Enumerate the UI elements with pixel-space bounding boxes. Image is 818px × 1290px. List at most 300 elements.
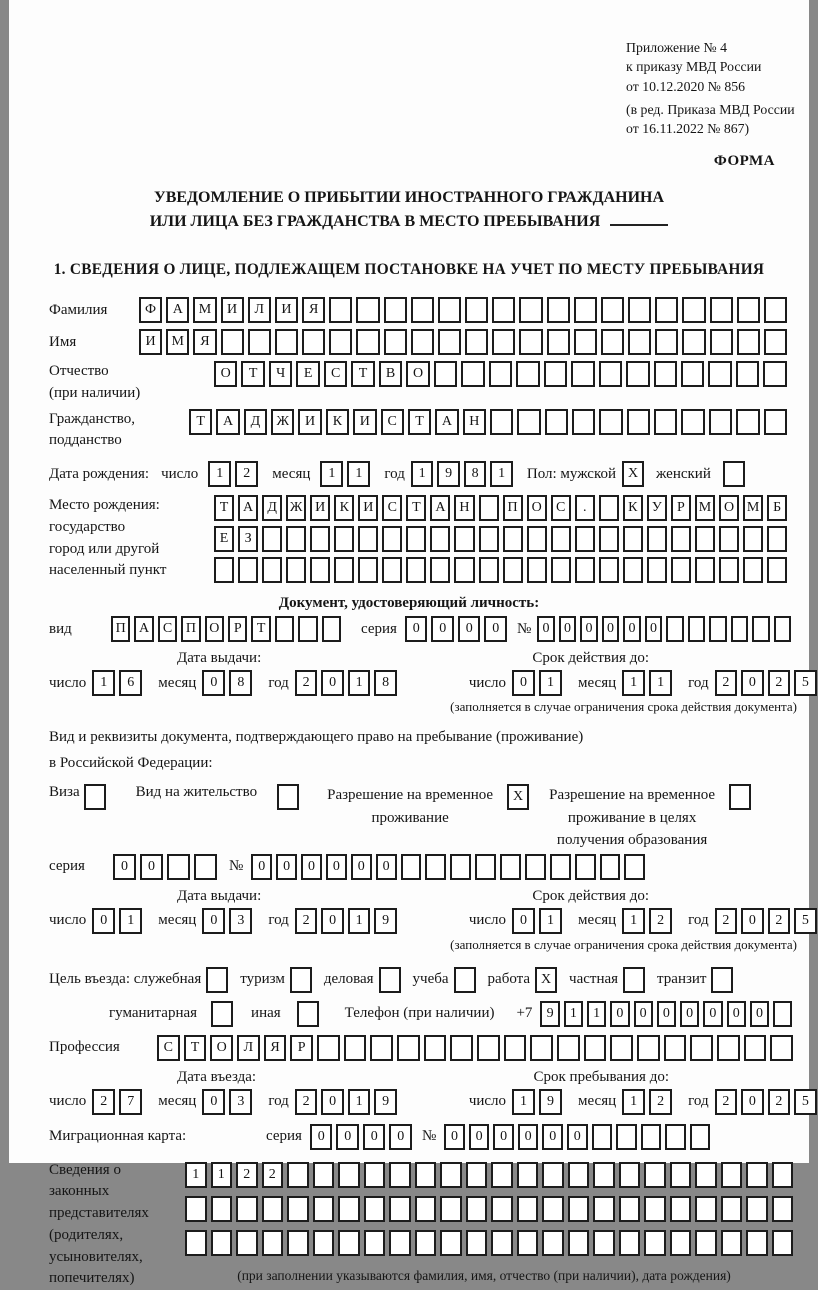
char-cell[interactable] [695,1196,717,1222]
char-cell[interactable] [389,1196,411,1222]
char-cell[interactable] [411,329,434,355]
char-cell[interactable]: Ч [269,361,292,387]
residence-permit-checkbox[interactable] [277,784,299,810]
char-cell[interactable] [338,1230,360,1256]
char-cell[interactable] [530,1035,553,1061]
char-cell[interactable]: 0 [493,1124,514,1150]
char-cell[interactable] [593,1196,615,1222]
char-cell[interactable] [489,361,512,387]
char-cell[interactable]: 0 [580,616,598,642]
char-cell[interactable]: Т [241,361,264,387]
char-cell[interactable] [440,1196,462,1222]
char-cell[interactable] [764,409,787,435]
char-cell[interactable] [568,1162,590,1188]
char-cell[interactable]: А [435,409,458,435]
char-cell[interactable] [317,1035,340,1061]
char-cell[interactable]: К [623,495,643,521]
char-cell[interactable] [492,297,515,323]
temp-permit-checkbox[interactable]: X [507,784,529,810]
char-cell[interactable] [572,409,595,435]
char-cell[interactable] [491,1230,513,1256]
char-cell[interactable]: С [381,409,404,435]
char-cell[interactable] [302,329,325,355]
char-cell[interactable] [547,297,570,323]
char-cell[interactable] [681,361,704,387]
char-cell[interactable]: Д [262,495,282,521]
char-cell[interactable]: М [166,329,189,355]
edu-permit-checkbox[interactable] [729,784,751,810]
char-cell[interactable]: 0 [351,854,372,880]
char-cell[interactable] [616,1124,637,1150]
char-cell[interactable] [356,297,379,323]
char-cell[interactable] [382,557,402,583]
char-cell[interactable]: 0 [537,616,555,642]
char-cell[interactable]: 9 [437,461,460,487]
char-cell[interactable]: 0 [376,854,397,880]
char-cell[interactable] [626,361,649,387]
char-cell[interactable] [746,1196,768,1222]
char-cell[interactable]: 0 [336,1124,359,1150]
char-cell[interactable] [627,409,650,435]
char-cell[interactable] [557,1035,580,1061]
char-cell[interactable] [334,526,354,552]
char-cell[interactable] [262,1230,284,1256]
char-cell[interactable] [737,329,760,355]
char-cell[interactable]: С [324,361,347,387]
char-cell[interactable] [167,854,190,880]
char-cell[interactable]: 1 [539,670,562,696]
char-cell[interactable] [500,854,521,880]
char-cell[interactable] [619,1196,641,1222]
char-cell[interactable] [568,1230,590,1256]
char-cell[interactable] [641,1124,662,1150]
char-cell[interactable] [610,1035,633,1061]
char-cell[interactable]: 1 [587,1001,606,1027]
char-cell[interactable]: А [238,495,258,521]
char-cell[interactable] [384,329,407,355]
char-cell[interactable] [593,1230,615,1256]
char-cell[interactable]: И [221,297,244,323]
char-cell[interactable]: . [575,495,595,521]
char-cell[interactable] [721,1230,743,1256]
char-cell[interactable]: 1 [539,908,562,934]
char-cell[interactable]: И [275,297,298,323]
char-cell[interactable] [682,329,705,355]
char-cell[interactable]: 0 [567,1124,588,1150]
char-cell[interactable] [623,557,643,583]
char-cell[interactable] [710,329,733,355]
char-cell[interactable] [592,1124,613,1150]
char-cell[interactable]: О [527,495,547,521]
char-cell[interactable]: 2 [768,1089,791,1115]
char-cell[interactable] [647,557,667,583]
char-cell[interactable]: 1 [622,670,645,696]
char-cell[interactable]: Ж [286,495,306,521]
char-cell[interactable] [503,526,523,552]
char-cell[interactable] [664,1035,687,1061]
char-cell[interactable] [479,557,499,583]
char-cell[interactable] [719,557,739,583]
char-cell[interactable] [772,1230,794,1256]
char-cell[interactable]: А [134,616,153,642]
char-cell[interactable] [628,297,651,323]
char-cell[interactable]: 0 [310,1124,333,1150]
purpose-transit-checkbox[interactable] [711,967,733,993]
char-cell[interactable] [356,329,379,355]
char-cell[interactable]: С [551,495,571,521]
char-cell[interactable]: А [216,409,239,435]
char-cell[interactable] [619,1162,641,1188]
char-cell[interactable] [717,1035,740,1061]
char-cell[interactable]: Я [302,297,325,323]
char-cell[interactable] [574,297,597,323]
char-cell[interactable] [364,1196,386,1222]
purpose-private-checkbox[interactable] [623,967,645,993]
char-cell[interactable] [466,1230,488,1256]
char-cell[interactable] [744,1035,767,1061]
char-cell[interactable] [527,526,547,552]
char-cell[interactable] [525,854,546,880]
char-cell[interactable] [185,1230,207,1256]
char-cell[interactable] [329,329,352,355]
char-cell[interactable]: Т [189,409,212,435]
char-cell[interactable] [519,297,542,323]
char-cell[interactable] [719,526,739,552]
char-cell[interactable] [415,1162,437,1188]
char-cell[interactable] [406,557,426,583]
char-cell[interactable] [430,526,450,552]
char-cell[interactable]: Р [228,616,247,642]
char-cell[interactable] [709,409,732,435]
char-cell[interactable]: Л [237,1035,260,1061]
char-cell[interactable] [670,1230,692,1256]
char-cell[interactable] [655,329,678,355]
char-cell[interactable]: 2 [715,908,738,934]
char-cell[interactable] [491,1162,513,1188]
char-cell[interactable] [772,1196,794,1222]
char-cell[interactable]: 2 [236,1162,258,1188]
char-cell[interactable] [389,1162,411,1188]
char-cell[interactable]: С [382,495,402,521]
char-cell[interactable] [221,329,244,355]
char-cell[interactable] [466,1196,488,1222]
char-cell[interactable] [671,557,691,583]
char-cell[interactable]: 0 [680,1001,699,1027]
char-cell[interactable] [382,526,402,552]
char-cell[interactable] [710,297,733,323]
char-cell[interactable] [752,616,770,642]
char-cell[interactable] [465,297,488,323]
char-cell[interactable]: 0 [484,616,507,642]
char-cell[interactable] [709,616,727,642]
char-cell[interactable]: 0 [727,1001,746,1027]
char-cell[interactable] [517,1230,539,1256]
char-cell[interactable] [544,361,567,387]
char-cell[interactable]: И [139,329,162,355]
char-cell[interactable] [262,526,282,552]
char-cell[interactable] [666,616,684,642]
char-cell[interactable]: 1 [512,1089,535,1115]
gender-female-checkbox[interactable] [723,461,745,487]
char-cell[interactable]: Е [296,361,319,387]
char-cell[interactable]: 0 [431,616,454,642]
char-cell[interactable] [550,854,571,880]
char-cell[interactable] [599,526,619,552]
char-cell[interactable]: 0 [321,670,344,696]
char-cell[interactable]: 2 [295,908,318,934]
char-cell[interactable] [708,361,731,387]
char-cell[interactable] [504,1035,527,1061]
char-cell[interactable] [682,297,705,323]
char-cell[interactable]: Т [408,409,431,435]
char-cell[interactable]: З [238,526,258,552]
char-cell[interactable] [415,1196,437,1222]
char-cell[interactable] [358,557,378,583]
char-cell[interactable]: 1 [490,461,513,487]
char-cell[interactable]: Ж [271,409,294,435]
char-cell[interactable] [466,1162,488,1188]
char-cell[interactable] [695,1230,717,1256]
char-cell[interactable]: 5 [794,1089,817,1115]
char-cell[interactable] [424,1035,447,1061]
char-cell[interactable]: 9 [540,1001,559,1027]
char-cell[interactable] [384,297,407,323]
char-cell[interactable] [671,526,691,552]
char-cell[interactable]: О [210,1035,233,1061]
char-cell[interactable] [313,1162,335,1188]
char-cell[interactable] [185,1196,207,1222]
char-cell[interactable]: К [326,409,349,435]
char-cell[interactable] [344,1035,367,1061]
char-cell[interactable]: Р [290,1035,313,1061]
char-cell[interactable]: 8 [464,461,487,487]
char-cell[interactable] [425,854,446,880]
char-cell[interactable] [695,557,715,583]
char-cell[interactable] [736,409,759,435]
char-cell[interactable] [624,854,645,880]
char-cell[interactable]: 1 [622,1089,645,1115]
char-cell[interactable] [743,557,763,583]
char-cell[interactable]: 8 [374,670,397,696]
char-cell[interactable] [767,557,787,583]
char-cell[interactable] [601,297,624,323]
char-cell[interactable] [287,1162,309,1188]
char-cell[interactable]: М [695,495,715,521]
char-cell[interactable] [310,557,330,583]
char-cell[interactable]: 0 [276,854,297,880]
char-cell[interactable] [575,526,595,552]
char-cell[interactable]: Т [406,495,426,521]
char-cell[interactable] [334,557,354,583]
gender-male-checkbox[interactable]: X [622,461,644,487]
char-cell[interactable] [214,557,234,583]
char-cell[interactable]: И [358,495,378,521]
char-cell[interactable] [737,297,760,323]
char-cell[interactable]: 2 [295,670,318,696]
char-cell[interactable] [690,1035,713,1061]
char-cell[interactable] [248,329,271,355]
char-cell[interactable]: П [181,616,200,642]
char-cell[interactable] [599,409,622,435]
char-cell[interactable]: 0 [634,1001,653,1027]
char-cell[interactable]: 0 [202,670,225,696]
char-cell[interactable] [310,526,330,552]
char-cell[interactable]: И [310,495,330,521]
char-cell[interactable]: 0 [113,854,136,880]
char-cell[interactable]: 0 [444,1124,465,1150]
char-cell[interactable]: 2 [92,1089,115,1115]
char-cell[interactable]: 1 [211,1162,233,1188]
char-cell[interactable] [517,1196,539,1222]
char-cell[interactable]: 0 [750,1001,769,1027]
purpose-business-checkbox[interactable] [379,967,401,993]
char-cell[interactable] [461,361,484,387]
char-cell[interactable] [438,329,461,355]
char-cell[interactable] [475,854,496,880]
char-cell[interactable]: И [353,409,376,435]
char-cell[interactable] [619,1230,641,1256]
char-cell[interactable] [401,854,422,880]
char-cell[interactable]: П [503,495,523,521]
char-cell[interactable] [688,616,706,642]
char-cell[interactable]: 1 [320,461,343,487]
char-cell[interactable] [654,361,677,387]
char-cell[interactable] [329,297,352,323]
char-cell[interactable] [503,557,523,583]
char-cell[interactable]: М [193,297,216,323]
char-cell[interactable] [721,1162,743,1188]
char-cell[interactable]: 1 [622,908,645,934]
char-cell[interactable]: 0 [301,854,322,880]
char-cell[interactable] [287,1196,309,1222]
char-cell[interactable]: 5 [794,670,817,696]
purpose-humanitarian-checkbox[interactable] [211,1001,233,1027]
char-cell[interactable] [238,557,258,583]
char-cell[interactable] [764,329,787,355]
char-cell[interactable]: М [743,495,763,521]
char-cell[interactable]: 0 [389,1124,412,1150]
char-cell[interactable] [338,1162,360,1188]
char-cell[interactable]: 1 [347,461,370,487]
char-cell[interactable]: О [719,495,739,521]
char-cell[interactable] [681,409,704,435]
char-cell[interactable] [746,1162,768,1188]
char-cell[interactable]: Т [184,1035,207,1061]
char-cell[interactable] [411,297,434,323]
char-cell[interactable] [623,526,643,552]
char-cell[interactable] [434,361,457,387]
char-cell[interactable]: 0 [469,1124,490,1150]
char-cell[interactable] [542,1196,564,1222]
char-cell[interactable] [655,297,678,323]
char-cell[interactable] [584,1035,607,1061]
char-cell[interactable]: 8 [229,670,252,696]
char-cell[interactable]: О [205,616,224,642]
char-cell[interactable] [721,1196,743,1222]
char-cell[interactable] [479,495,499,521]
char-cell[interactable]: 9 [374,908,397,934]
char-cell[interactable]: Б [767,495,787,521]
char-cell[interactable]: 2 [715,1089,738,1115]
char-cell[interactable]: Т [351,361,374,387]
char-cell[interactable] [517,409,540,435]
char-cell[interactable] [599,361,622,387]
char-cell[interactable]: 2 [715,670,738,696]
purpose-other-checkbox[interactable] [297,1001,319,1027]
char-cell[interactable]: 0 [542,1124,563,1150]
char-cell[interactable]: 0 [202,908,225,934]
char-cell[interactable] [298,616,317,642]
char-cell[interactable]: С [157,1035,180,1061]
char-cell[interactable]: 0 [326,854,347,880]
char-cell[interactable]: 0 [518,1124,539,1150]
char-cell[interactable] [665,1124,686,1150]
char-cell[interactable] [262,1196,284,1222]
purpose-study-checkbox[interactable] [454,967,476,993]
char-cell[interactable]: 0 [703,1001,722,1027]
char-cell[interactable] [547,329,570,355]
char-cell[interactable] [571,361,594,387]
char-cell[interactable]: 7 [119,1089,142,1115]
char-cell[interactable]: Р [671,495,691,521]
char-cell[interactable] [637,1035,660,1061]
char-cell[interactable] [211,1196,233,1222]
char-cell[interactable] [593,1162,615,1188]
char-cell[interactable]: 0 [559,616,577,642]
char-cell[interactable] [647,526,667,552]
char-cell[interactable] [527,557,547,583]
char-cell[interactable] [517,1162,539,1188]
char-cell[interactable]: 1 [119,908,142,934]
char-cell[interactable] [695,1162,717,1188]
char-cell[interactable]: 0 [202,1089,225,1115]
char-cell[interactable]: 1 [92,670,115,696]
char-cell[interactable] [644,1162,666,1188]
char-cell[interactable]: 1 [564,1001,583,1027]
char-cell[interactable] [415,1230,437,1256]
char-cell[interactable] [358,526,378,552]
char-cell[interactable] [287,1230,309,1256]
char-cell[interactable]: 0 [512,670,535,696]
char-cell[interactable]: 0 [140,854,163,880]
char-cell[interactable] [644,1230,666,1256]
char-cell[interactable]: 1 [185,1162,207,1188]
char-cell[interactable] [575,557,595,583]
char-cell[interactable] [763,361,786,387]
char-cell[interactable]: 1 [411,461,434,487]
char-cell[interactable]: Н [463,409,486,435]
char-cell[interactable] [477,1035,500,1061]
char-cell[interactable] [600,854,621,880]
char-cell[interactable]: 2 [649,1089,672,1115]
purpose-official-checkbox[interactable] [206,967,228,993]
char-cell[interactable]: 1 [649,670,672,696]
char-cell[interactable] [370,1035,393,1061]
char-cell[interactable] [262,557,282,583]
char-cell[interactable] [479,526,499,552]
char-cell[interactable] [440,1162,462,1188]
char-cell[interactable]: 9 [374,1089,397,1115]
char-cell[interactable]: И [298,409,321,435]
char-cell[interactable]: Н [454,495,474,521]
char-cell[interactable]: В [379,361,402,387]
char-cell[interactable] [364,1162,386,1188]
char-cell[interactable] [551,526,571,552]
char-cell[interactable]: 2 [235,461,258,487]
char-cell[interactable]: 0 [405,616,428,642]
char-cell[interactable] [286,557,306,583]
char-cell[interactable]: 0 [741,908,764,934]
